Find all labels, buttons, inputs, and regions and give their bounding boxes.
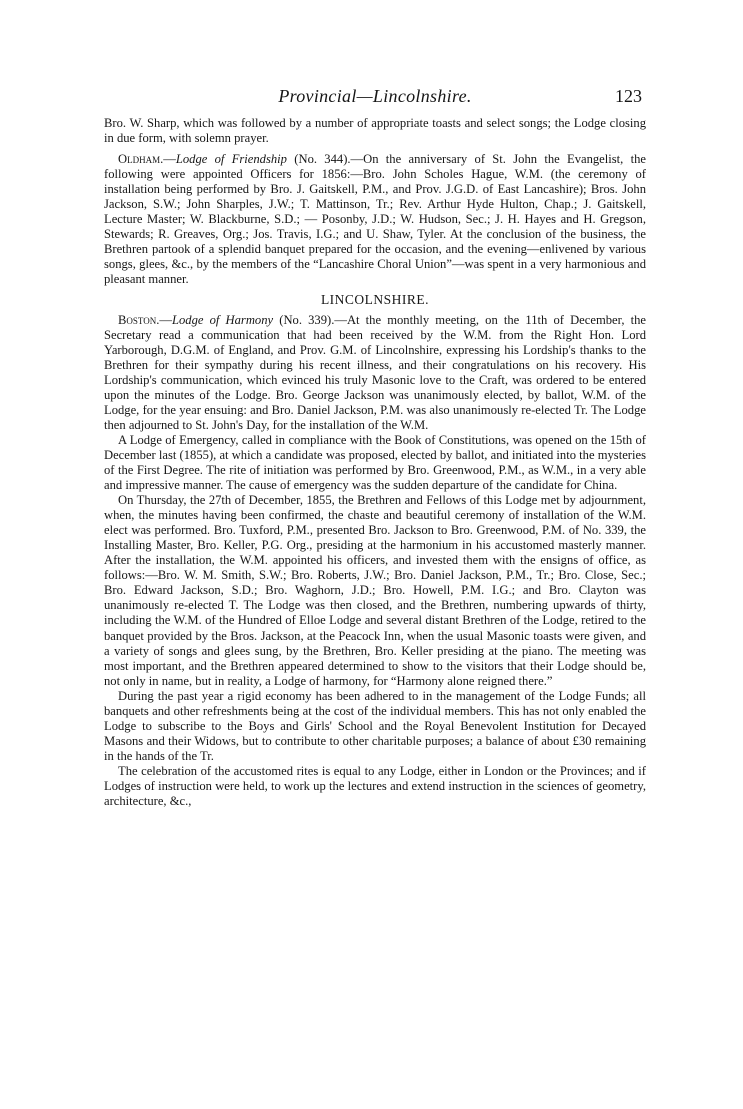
boston-lodge-name: Lodge of Harmony xyxy=(171,312,274,327)
oldham-text: (No. 344).—On the anniversary of St. John the Evangelist, the following were appointed Officers for 1856:—Bro. John Scholes Hague, W.M. (the ceremony of installation being performed by Bro. J. Gaitskell, P.M., and Prov. J.G.D. of East Lancashire); Bros. John Jackson, S.W.; John Sharples, J.W.; T. Mattinson, Tr.; Rev. Arthur Hyde Hulton, Chap.; J. Gaitskell, Lecture Master; W. Blackburne, S.D.; — Posonby, J.D.; W. Hudson, Sec.; J. H. Hayes and H. Gregson, Stewards; R. Greaves, Org.; Jos. Travis, I.G.; and U. Shaw, Tyler. At the conclusion of the business, the Brethren partook of a splendid banquet prepared for the occasion, and the evening—enlivened by various songs, glees, &c., by the members of the “Lancashire Choral Union”—was spent in a very harmonious and pleasant manner. xyxy=(104,152,646,287)
boston-place: Boston. xyxy=(118,312,160,327)
page xyxy=(104,86,646,809)
page-number: 123 xyxy=(615,86,642,106)
oldham-dash: — xyxy=(163,152,176,167)
running-title: Provincial—Lincolnshire. xyxy=(278,86,472,106)
boston-text: (No. 339).—At the monthly meeting, on the 11th of December, the Secretary read a communication that had been received by the W.M. from the Right Hon. Lord Yarborough, D.G.M. of England, and Prov. G.M. of Lincolnshire, expressing his Lordship's thanks to the Brethren for their sympathy during his recent illness, and their congratulations on his recovery. His Lordship's communication, which evinced his truly Masonic love to the Craft, was ordered to be entered upon the minutes of the Lodge. Bro. George Jackson was unanimously elected, by ballot, W.M. of the Lodge, for the year ensuing: and Bro. Daniel Jackson, P.M. was also unanimously re-elected Tr. The Lodge then adjourned to St. John's Day, for the installation of the W.M. xyxy=(104,312,646,432)
emergency-paragraph: A Lodge of Emergency, called in compliance with the Book of Constitutions, was opened on the 15th of December last (1855), at which a candidate was proposed, elected by ballot, and initiated into the mysteries of the First Degree. The rite of initiation was performed by Bro. Greenwood, P.M., as W.M., in a very able and impressive manner. The cause of emergency was the sudden departure of the candidate for China. xyxy=(104,432,646,493)
celebration-paragraph: The celebration of the accustomed rites is equal to any Lodge, either in London or the Provinces; and if Lodges of instruction were held, to work up the lectures and extend instruction in the sciences of geometry, architecture, &c., xyxy=(104,763,646,809)
boston-paragraph xyxy=(104,313,646,433)
continuation-paragraph: Bro. W. Sharp, which was followed by a number of appropriate toasts and select songs; the Lodge closing in due form, with solemn prayer. xyxy=(104,116,646,146)
oldham-paragraph xyxy=(104,152,646,287)
installation-paragraph: On Thursday, the 27th of December, 1855, the Brethren and Fellows of this Lodge met by adjournment, when, the minutes having been confirmed, the chaste and beautiful ceremony of installation of the W.M. elect was performed. Bro. Tuxford, P.M., presented Bro. Jackson to Bro. Greenwood, P.M. of No. 339, the Installing Master, Bro. Keller, P.G. Org., presiding at the harmonium in his accustomed masterly manner. After the installation, the W.M. appointed his officers, and invested them with the ensigns of office, as follows:—Bro. W. M. Smith, S.W.; Bro. Roberts, J.W.; Bro. Daniel Jackson, P.M., Tr.; Bro. Close, Sec.; Bro. Edward Jackson, S.D.; Bro. Waghorn, J.D.; Bro. Howell, P.M. I.G.; and Bro. Clayton was unanimously re-elected T. The Lodge was then closed, and the Brethren, numbering upwards of thirty, including the W.M. of the Hundred of Elloe Lodge and several distant Brethren of the Lodge, retired to the banquet provided by the Bros. Jackson, at the Peacock Inn, when the usual Masonic toasts were given, and a variety of songs and glees sung, by the Brethren, Bro. Keller presiding at the piano. The meeting was most important, and the Brethren appeared determined to show to the visitors that their Lodge should be, not only in name, but in reality, a Lodge of harmony, for “Harmony alone reigned there.” xyxy=(104,493,646,688)
running-head xyxy=(104,86,646,116)
oldham-place: Oldham. xyxy=(118,152,164,167)
economy-paragraph: During the past year a rigid economy has been adhered to in the management of the Lodge Funds; all banquets and other refreshments being at the cost of the individual members. This has not only enabled the Lodge to subscribe to the Boys and Girls' School and the Royal Benevolent Institution for Decayed Masons and their Widows, but to contribute to other charitable purposes; a balance of about £30 remaining in the hands of the Tr. xyxy=(104,688,646,763)
section-heading-lincolnshire: LINCOLNSHIRE. xyxy=(320,291,430,307)
oldham-lodge-name: Lodge of Friendship xyxy=(175,152,287,167)
boston-dash: — xyxy=(159,312,172,327)
